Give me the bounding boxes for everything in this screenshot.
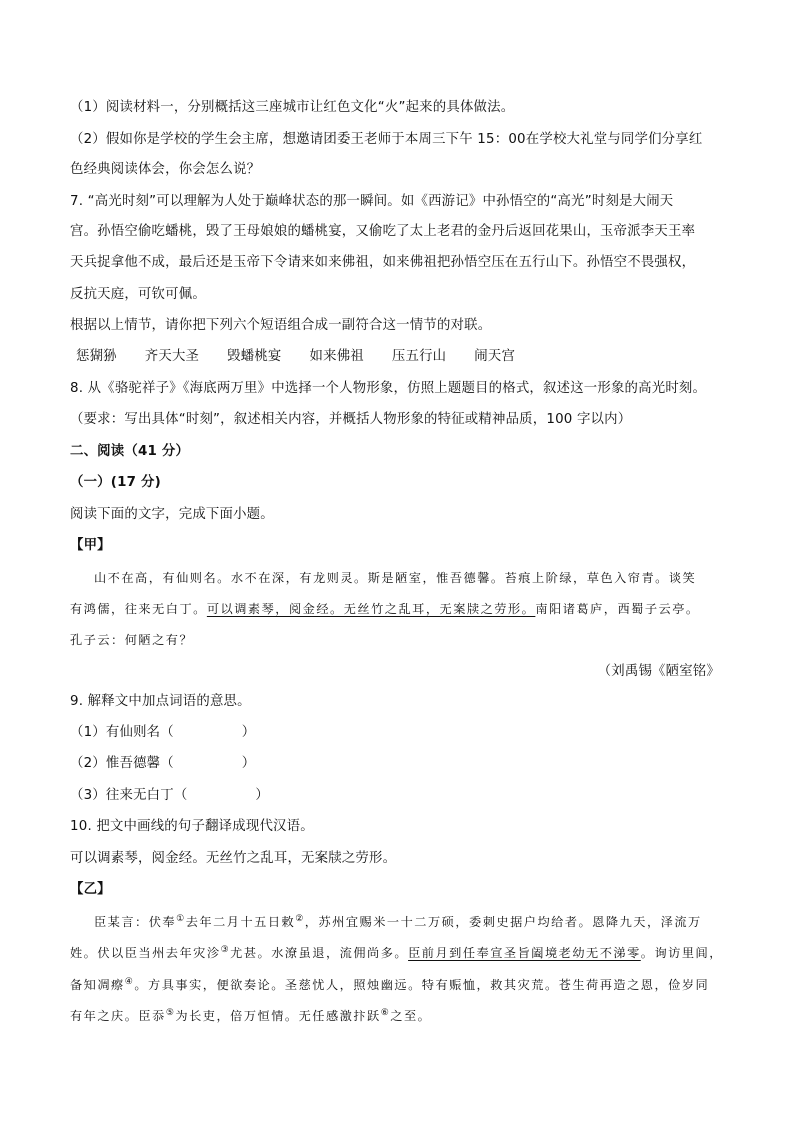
- q9-item-1: （1）有仙则名（ ）: [70, 725, 256, 740]
- footnote-mark: ③: [220, 944, 231, 955]
- q6-sub1: （1）阅读材料一，分别概括这三座城市让红色文化“火”起来的具体做法。: [70, 100, 515, 115]
- section2-title: 二、阅读（41 分）: [70, 444, 190, 459]
- q7-line4: 反抗天庭，可钦可佩。: [70, 287, 206, 302]
- footnote-mark: ⑥: [380, 1007, 391, 1018]
- q10-title: 10. 把文中画线的句子翻译成现代汉语。: [70, 819, 314, 834]
- jia-text-line2: [70, 599, 730, 619]
- jia-source: （刘禹锡《陋室铭》: [597, 664, 720, 679]
- footnote-mark: ①: [176, 913, 186, 924]
- section2-part1: （一）(17 分): [70, 475, 161, 490]
- q8-line1: 8. 从《骆驼祥子》《海底两万里》中选择一个人物形象，仿照上题题目的格式，叙述这一形象的高光时刻。: [70, 381, 707, 396]
- phrase-item: 闹天宫: [474, 349, 516, 364]
- q8-line2: （要求：写出具体“时刻”，叙述相关内容，并概括人物形象的特征或精神品质，100 字以内）: [70, 412, 632, 427]
- phrase-item: 惩猢狲: [76, 349, 117, 364]
- yi-text-segment: 尤甚。水潦虽退，流佣尚多。: [230, 946, 409, 960]
- yi-text-segment: 之至。: [390, 1009, 432, 1023]
- q7-line5: 根据以上情节，请你把下列六个短语组合成一副符合这一情节的对联。: [70, 318, 492, 333]
- jia-label: 【甲】: [70, 538, 111, 553]
- jia-text-line1: 山不在高，有仙则名。水不在深，有龙则灵。斯是陋室，惟吾德馨。苔痕上阶绿，草色入帘青。谈笑: [94, 571, 697, 585]
- yi-text-segment: ，苏州宜赐米一十二万硕，委刺史据户均给者。恩降九天，泽流万: [304, 915, 702, 929]
- yi-text-line4: [70, 1006, 730, 1026]
- jia-text-line3: 孔子云：何陋之有？: [70, 633, 194, 647]
- footnote-mark: ④: [124, 976, 135, 987]
- yi-text-segment: 为长吏，倍万恒情。无任感激抃跃: [175, 1009, 381, 1023]
- section2-instruction: 阅读下面的文字，完成下面小题。: [70, 507, 274, 522]
- yi-text-segment: 备知凋瘵: [70, 978, 125, 992]
- yi-text-segment: 。方具事实，便欲奏论。圣慈忧人，照烛幽远。特有赈恤，救其灾荒。苍生荷再造之恩，俭岁同: [134, 978, 710, 992]
- q7-line2: 宫。孙悟空偷吃蟠桃，毁了王母娘娘的蟠桃宴，又偷吃了太上老君的金丹后返回花果山，玉帝派李天王率: [70, 224, 696, 239]
- yi-text-line3: [70, 975, 730, 995]
- jia-text-segment: 南阳诸葛庐，西蜀子云亭。: [535, 602, 700, 616]
- q9-title: 9. 解释文中加点词语的意思。: [70, 694, 251, 709]
- yi-text-line2: [70, 943, 730, 963]
- phrase-item: 毁蟠桃宴: [227, 349, 282, 364]
- yi-text-segment: 有年之庆。臣忝: [70, 1009, 166, 1023]
- yi-text-segment: 姓。伏以臣当州去年灾沴: [70, 946, 221, 960]
- yi-text-segment: 臣某言：伏奉: [94, 915, 177, 929]
- jia-text-segment: 有鸿儒，往来无白丁。: [70, 602, 207, 616]
- yi-underlined-sentence: 臣前月到任奉宣圣旨阖境老幼无不涕零: [408, 946, 641, 960]
- footnote-mark: ②: [295, 913, 305, 924]
- jia-underlined-sentence: 可以调素琴，阅金经。无丝竹之乱耳，无案牍之劳形。: [206, 602, 536, 616]
- yi-text-line1: [94, 912, 754, 932]
- yi-text-segment: 去年二月十五日敕: [185, 915, 296, 929]
- yi-text-segment: 。询访里闾，: [640, 946, 723, 960]
- q7-line3: 天兵捉拿他不成，最后还是玉帝下令请来如来佛祖，如来佛祖把孙悟空压在五行山下。孙悟空不畏强权，: [70, 255, 696, 270]
- q9-item-2: （2）惟吾德馨（ ）: [70, 756, 256, 771]
- phrase-item: 如来佛祖: [309, 349, 364, 364]
- q6-sub2-line2: 色经典阅读体会，你会怎么说？: [70, 162, 261, 177]
- q9-item-3: （3）往来无白丁（ ）: [70, 788, 269, 803]
- footnote-mark: ⑤: [165, 1007, 176, 1018]
- phrase-item: 齐天大圣: [144, 349, 200, 364]
- q6-sub2-line1: （2）假如你是学校的学生会主席，想邀请团委王老师于本周三下午 15：00在学校大礼堂与同学们分享红: [70, 132, 703, 147]
- q10-sentence: 可以调素琴，阅金经。无丝竹之乱耳，无案牍之劳形。: [70, 851, 397, 866]
- q7-line1: 7. “高光时刻”可以理解为人处于巅峰状态的那一瞬间。如《西游记》中孙悟空的“高光”时刻是大闹天: [70, 194, 674, 209]
- phrase-item: 压五行山: [391, 349, 447, 364]
- yi-label: 【乙】: [70, 882, 111, 897]
- q7-phrases: [76, 347, 736, 367]
